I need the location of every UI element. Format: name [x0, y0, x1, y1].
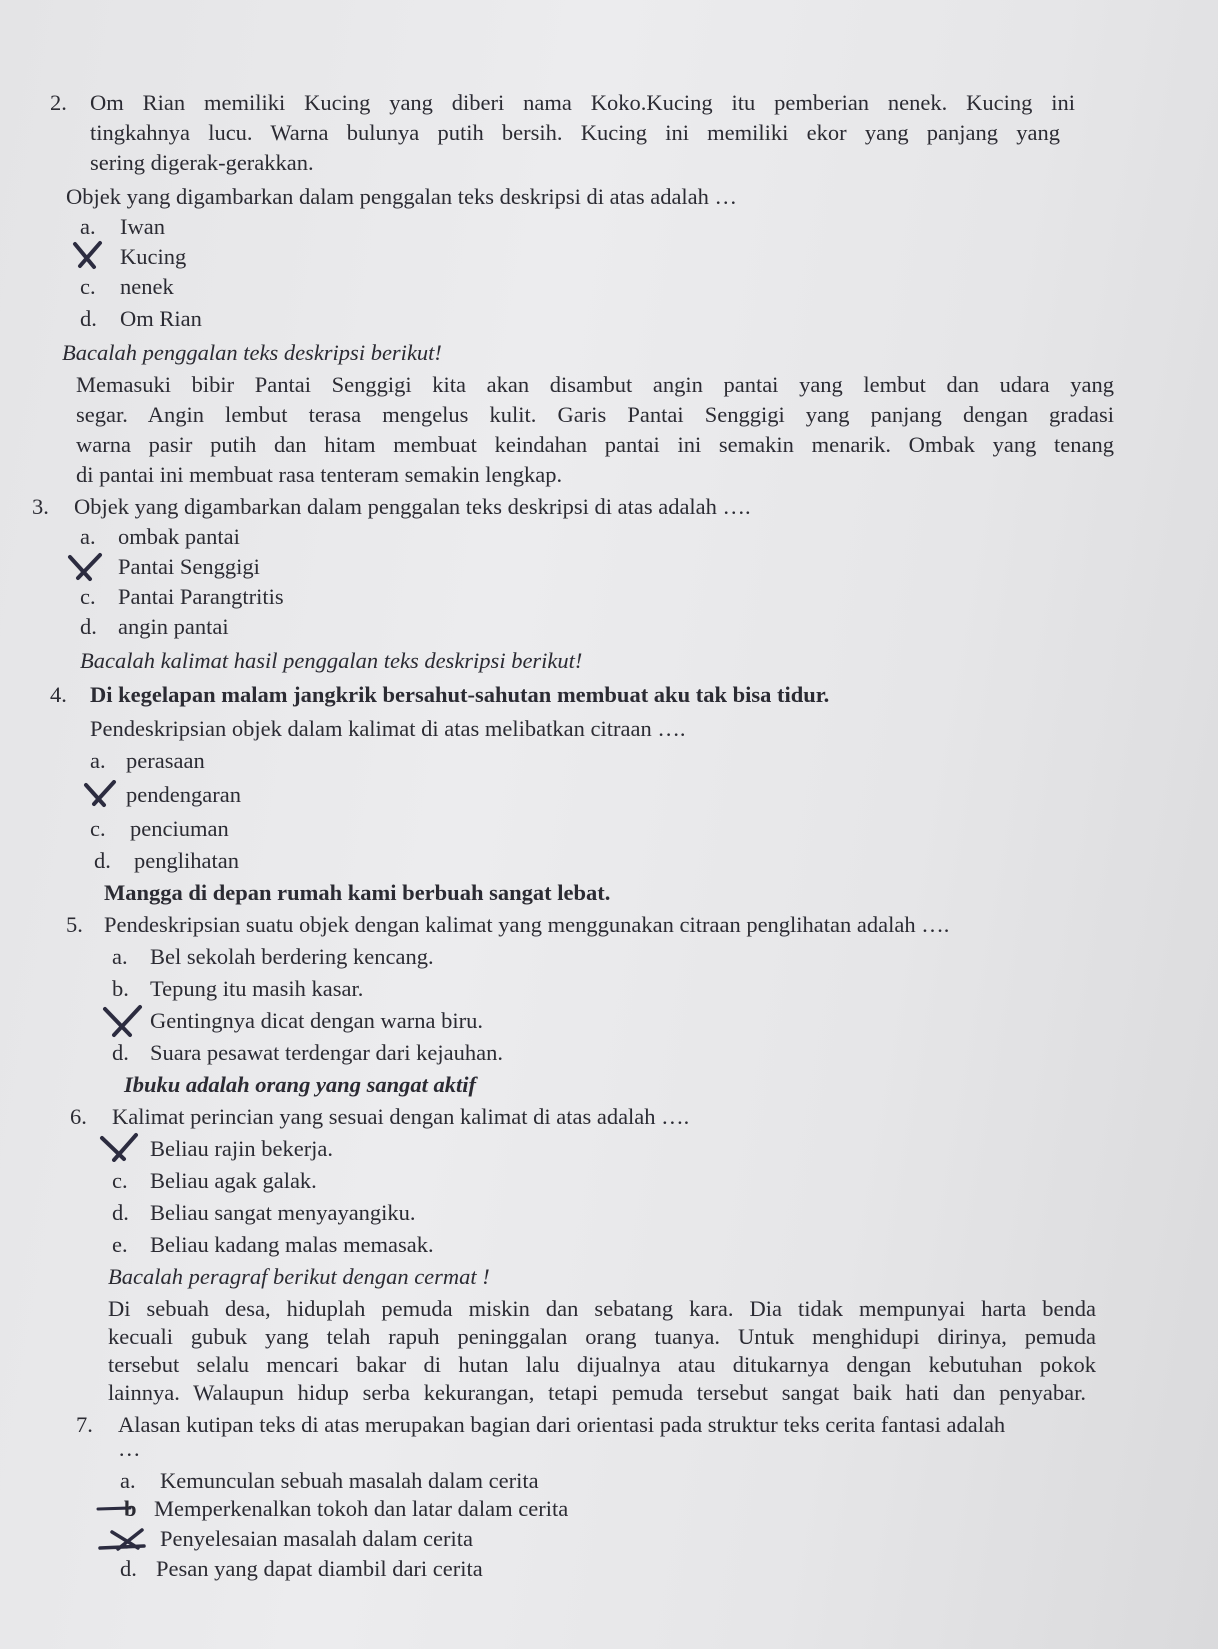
instruction-read-sentence: Bacalah kalimat hasil penggalan teks deskripsi berikut!: [80, 648, 583, 673]
q5-question: Pendeskripsian suatu objek dengan kalimat yang menggunakan citraan penglihatan adalah ….: [104, 912, 950, 937]
q3-option-a-letter: a.: [80, 524, 96, 549]
q2-passage-line-1: Om Rian memiliki Kucing yang diberi nama Koko.Kucing itu pemberian nenek. Kucing ini: [90, 90, 1075, 115]
q7-option-c-text[interactable]: Penyelesaian masalah dalam cerita: [160, 1526, 473, 1551]
q7-option-b-text[interactable]: Memperkenalkan tokoh dan latar dalam cerita: [154, 1496, 569, 1521]
answer-check-mark: [98, 1132, 142, 1162]
q3-option-a-text[interactable]: ombak pantai: [118, 524, 240, 549]
q6-option-e-text[interactable]: Beliau kadang malas memasak.: [150, 1232, 434, 1257]
q2-passage-line-2: tingkahnya lucu. Warna bulunya putih bersih. Kucing ini memiliki ekor yang panjang yang: [90, 120, 1060, 145]
q5-option-c-text[interactable]: Gentingnya dicat dengan warna biru.: [150, 1008, 484, 1033]
q4-option-c-text[interactable]: penciuman: [130, 816, 229, 841]
q6-option-a-text[interactable]: Beliau rajin bekerja.: [150, 1136, 334, 1161]
q4-question: Pendeskripsian objek dalam kalimat di atas melibatkan citraan ….: [90, 716, 686, 741]
q3-option-b-text[interactable]: Pantai Senggigi: [118, 554, 260, 579]
q5-option-a-text[interactable]: Bel sekolah berdering kencang.: [150, 944, 434, 969]
answer-check-mark: [70, 240, 106, 270]
q4-option-a-text[interactable]: perasaan: [126, 748, 205, 773]
q4-number: 4.: [50, 682, 67, 707]
q2-option-b-text[interactable]: Kucing: [120, 244, 187, 269]
desa-passage-line-1: Di sebuah desa, hiduplah pemuda miskin dan sebatang kara. Dia tidak mempunyai harta benda: [108, 1296, 1096, 1321]
q6-option-d-letter: d.: [112, 1200, 129, 1225]
answer-check-mark: [66, 552, 104, 582]
answer-check-mark: [96, 1524, 152, 1552]
senggigi-passage-line-3: warna pasir putih dan hitam membuat keindahan pantai ini semakin menarik. Ombak yang tenang: [76, 432, 1114, 457]
q5-option-a-letter: a.: [112, 944, 128, 969]
q2-option-d-text[interactable]: Om Rian: [120, 306, 202, 331]
q7-option-a-text[interactable]: Kemunculan sebuah masalah dalam cerita: [160, 1468, 539, 1493]
q7-option-d-letter: d.: [120, 1556, 137, 1581]
q5-option-b-letter: b.: [112, 976, 129, 1001]
q7-question-continuation: …: [118, 1436, 141, 1461]
q5-option-d-text[interactable]: Suara pesawat terdengar dari kejauhan.: [150, 1040, 503, 1065]
instruction-read-paragraph: Bacalah peragraf berikut dengan cermat !: [108, 1264, 490, 1289]
senggigi-passage-line-2: segar. Angin lembut terasa mengelus kulit. Garis Pantai Senggigi yang panjang dengan gradasi: [76, 402, 1114, 427]
q3-number: 3.: [32, 494, 49, 519]
q3-option-d-text[interactable]: angin pantai: [118, 614, 229, 639]
q4-option-d-text[interactable]: penglihatan: [134, 848, 239, 873]
instruction-read-passage: Bacalah penggalan teks deskripsi berikut!: [62, 340, 442, 365]
q6-question: Kalimat perincian yang sesuai dengan kalimat di atas adalah ….: [112, 1104, 690, 1129]
q2-option-c-text[interactable]: nenek: [120, 274, 174, 299]
q6-option-e-letter: e.: [112, 1232, 128, 1257]
senggigi-passage-line-1: Memasuki bibir Pantai Senggigi kita akan disambut angin pantai yang lembut dan udara yang: [76, 372, 1114, 397]
q4-option-a-letter: a.: [90, 748, 106, 773]
q2-option-d-letter: d.: [80, 306, 97, 331]
desa-passage-line-3: tersebut selalu mencari bakar di hutan lalu dijualnya atau ditukarnya dengan kebutuhan pokok: [108, 1352, 1096, 1377]
q2-option-c-letter: c.: [80, 274, 96, 299]
q6-option-c-text[interactable]: Beliau agak galak.: [150, 1168, 317, 1193]
q5-option-d-letter: d.: [112, 1040, 129, 1065]
q7-option-a-letter: a.: [120, 1468, 136, 1493]
answer-check-mark: [100, 1004, 146, 1038]
q7-option-d-text[interactable]: Pesan yang dapat diambil dari cerita: [156, 1556, 483, 1581]
q2-option-a-letter: a.: [80, 214, 96, 239]
q7-option-b-letter: b: [124, 1496, 137, 1521]
q7-question: Alasan kutipan teks di atas merupakan bagian dari orientasi pada struktur teks cerita fantasi adalah: [118, 1412, 1006, 1437]
q4-option-d-letter: d.: [94, 848, 111, 873]
q3-question: Objek yang digambarkan dalam penggalan teks deskripsi di atas adalah ….: [74, 494, 751, 519]
q5-option-b-text[interactable]: Tepung itu masih kasar.: [150, 976, 364, 1001]
sentence-mangga: Mangga di depan rumah kami berbuah sangat lebat.: [104, 880, 611, 905]
q2-number: 2.: [50, 90, 67, 115]
q5-number: 5.: [66, 912, 83, 937]
q6-option-c-letter: c.: [112, 1168, 128, 1193]
q4-option-b-text[interactable]: pendengaran: [126, 782, 241, 807]
desa-passage-line-2: kecuali gubuk yang telah rapuh peninggalan orang tuanya. Untuk menghidupi dirinya, pemuda: [108, 1324, 1096, 1349]
q3-option-c-letter: c.: [80, 584, 96, 609]
q3-option-c-text[interactable]: Pantai Parangtritis: [118, 584, 284, 609]
sentence-ibuku: Ibuku adalah orang yang sangat aktif: [124, 1072, 476, 1097]
desa-passage-line-4: lainnya. Walaupun hidup serba kekurangan, tetapi pemuda tersebut sangat baik hati dan penyabar.: [108, 1380, 1086, 1405]
senggigi-passage-line-4: di pantai ini membuat rasa tenteram semakin lengkap.: [76, 462, 563, 487]
q2-question: Objek yang digambarkan dalam penggalan teks deskripsi di atas adalah …: [66, 184, 738, 209]
q2-option-a-text[interactable]: Iwan: [120, 214, 165, 239]
answer-check-mark: [82, 780, 120, 808]
q6-option-d-text[interactable]: Beliau sangat menyayangiku.: [150, 1200, 416, 1225]
q4-sentence: Di kegelapan malam jangkrik bersahut-sahutan membuat aku tak bisa tidur.: [90, 682, 830, 707]
q2-passage-line-3: sering digerak-gerakkan.: [90, 150, 314, 175]
q3-option-d-letter: d.: [80, 614, 97, 639]
q4-option-c-letter: c.: [90, 816, 106, 841]
q6-number: 6.: [70, 1104, 87, 1129]
q7-number: 7.: [76, 1412, 93, 1437]
